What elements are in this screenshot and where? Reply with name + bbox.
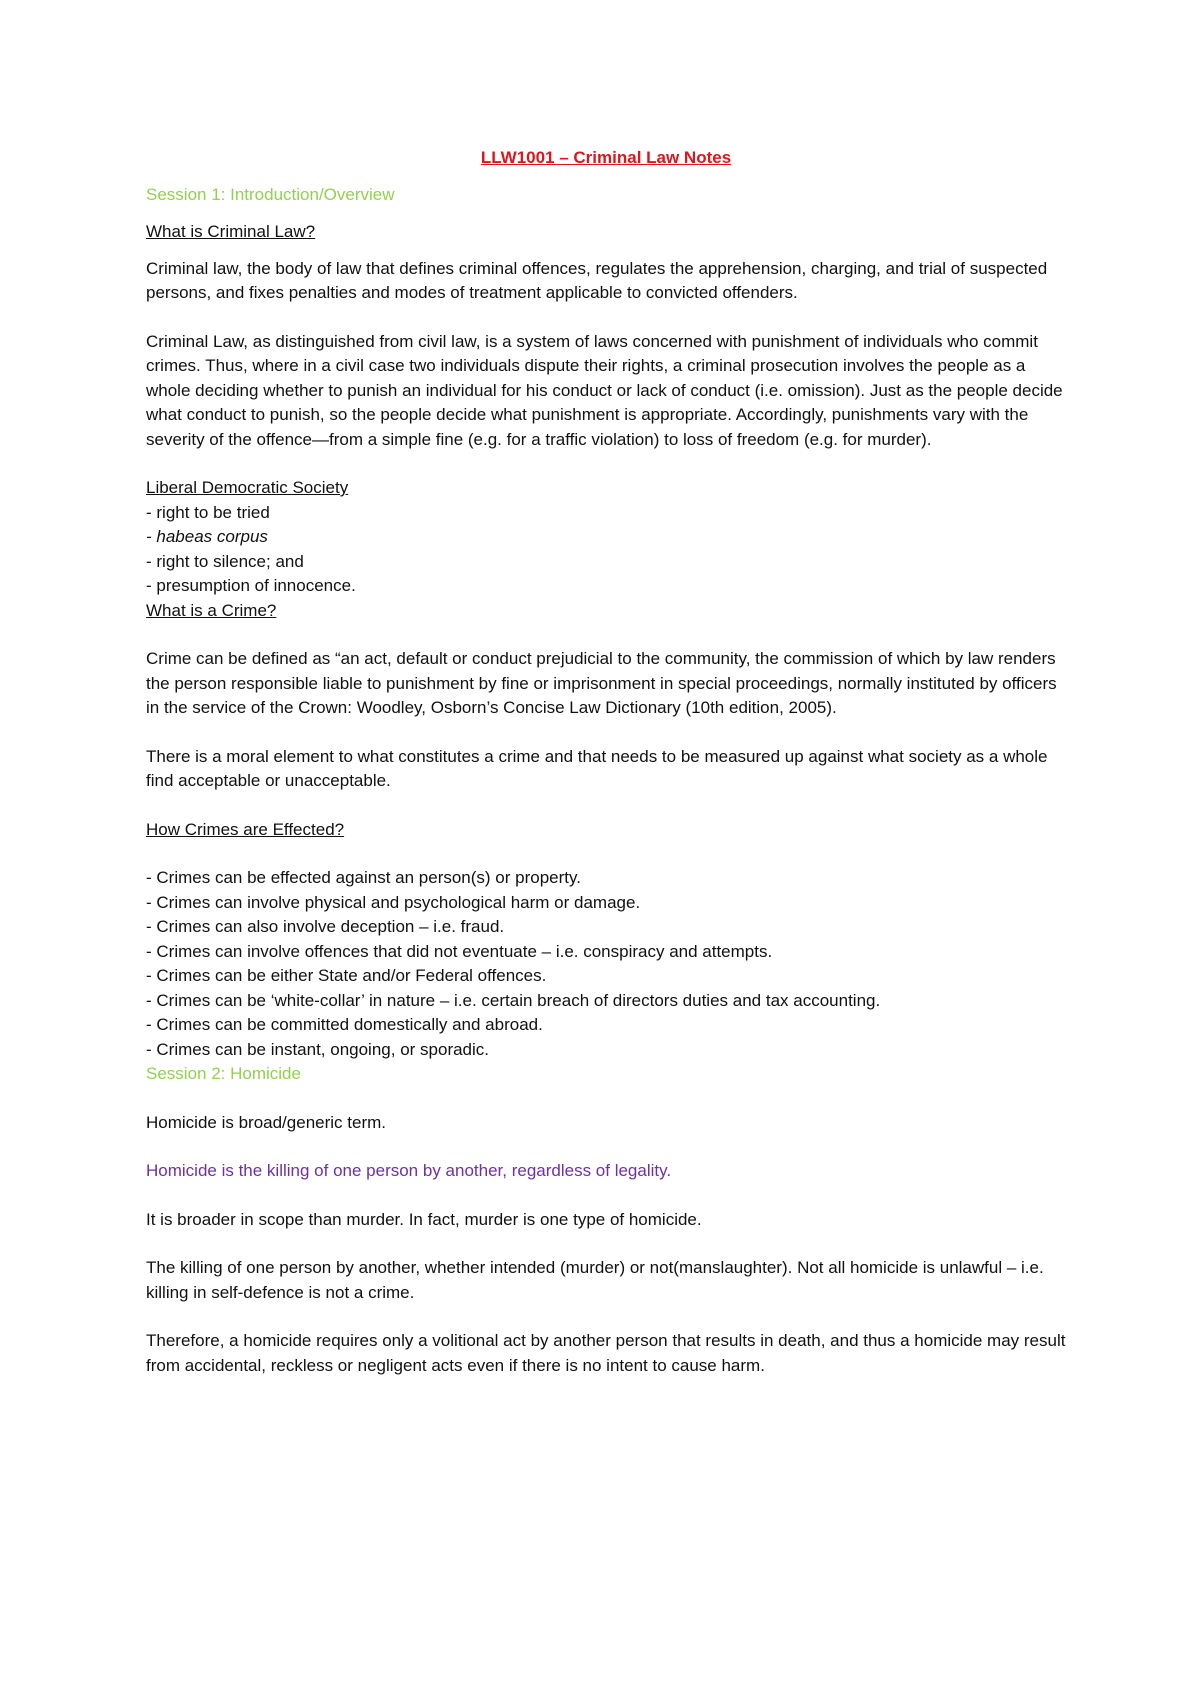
list-item: - presumption of innocence. <box>146 574 1066 599</box>
session-2-heading: Session 2: Homicide <box>146 1064 301 1083</box>
document-title: LLW1001 – Criminal Law Notes <box>480 148 732 167</box>
homicide-intent-paragraph: The killing of one person by another, whether intended (murder) or not(manslaughter). Not all homicide is unlawful – i.e. killing in self-defence is not a crime. <box>146 1258 1044 1302</box>
list-item: - Crimes can be instant, ongoing, or sporadic. <box>146 1038 1066 1063</box>
document-body <box>146 146 1066 1402</box>
homicide-scope-paragraph: It is broader in scope than murder. In fact, murder is one type of homicide. <box>146 1209 702 1229</box>
what-is-criminal-law-heading: What is Criminal Law? <box>146 222 316 241</box>
criminal-law-definition-paragraph: Criminal law, the body of law that defines criminal offences, regulates the apprehension, charging, and trial of suspected persons, and fixes penalties and modes of treatment applicable to convicted offenders. <box>146 258 1048 302</box>
moral-element-paragraph: There is a moral element to what constitutes a crime and that needs to be measured up against what society as a whole find acceptable or unacceptable. <box>146 746 1048 790</box>
list-item: - right to silence; and <box>146 550 1066 575</box>
list-item: - Crimes can involve offences that did not eventuate – i.e. conspiracy and attempts. <box>146 940 1066 965</box>
crimes-effected-list <box>146 866 1066 1062</box>
liberal-democratic-society-heading <box>146 476 1066 501</box>
crime-definition-paragraph: Crime can be defined as “an act, default or conduct prejudicial to the community, the commission of which by law renders the person responsible liable to punishment by fine or imprisonment in special proceedings, normally instituted by officers in the service of the Crown: Woodley, Osborn’s Concise Law Dictionary (10th edition, 2005). <box>146 649 1057 717</box>
how-crimes-effected-heading: How Crimes are Effected? <box>146 819 345 839</box>
list-item: - Crimes can be ‘white-collar’ in nature – i.e. certain breach of directors duties and tax accounting. <box>146 989 1066 1014</box>
what-is-crime-heading: What is a Crime? <box>146 600 277 620</box>
list-item: - Crimes can be either State and/or Federal offences. <box>146 964 1066 989</box>
list-item: - Crimes can also involve deception – i.e. fraud. <box>146 915 1066 940</box>
session-1-heading: Session 1: Introduction/Overview <box>146 184 395 204</box>
list-item: - Crimes can involve physical and psychological harm or damage. <box>146 891 1066 916</box>
liberal-heading-text: Liberal Democratic Society <box>146 478 349 497</box>
homicide-definition-paragraph: Homicide is the killing of one person by another, regardless of legality. <box>146 1161 672 1180</box>
homicide-generic-paragraph: Homicide is broad/generic term. <box>146 1112 386 1132</box>
criminal-vs-civil-paragraph: Criminal Law, as distinguished from civil law, is a system of laws concerned with punishment of individuals who commit crimes. Thus, where in a civil case two individuals dispute their rights, a criminal prosecution involves the people as a whole deciding whether to punish an individual for his conduct or lack of conduct (i.e. omission). Just as the people decide what conduct to punish, so the people decide what punishment is appropriate. Accordingly, punishments vary with the severity of the offence—from a simple fine (e.g. for a traffic violation) to loss of freedom (e.g. for murder). <box>146 331 1063 449</box>
list-item: - Crimes can be effected against an person(s) or property. <box>146 866 1066 891</box>
list-item: - Crimes can be committed domestically and abroad. <box>146 1013 1066 1038</box>
liberal-democratic-list <box>146 501 1066 599</box>
homicide-volitional-paragraph: Therefore, a homicide requires only a volitional act by another person that results in death, and thus a homicide may result from accidental, reckless or negligent acts even if there is no intent to cause harm. <box>146 1331 1066 1375</box>
list-item: - habeas corpus <box>146 525 1066 550</box>
list-item: - right to be tried <box>146 501 1066 526</box>
